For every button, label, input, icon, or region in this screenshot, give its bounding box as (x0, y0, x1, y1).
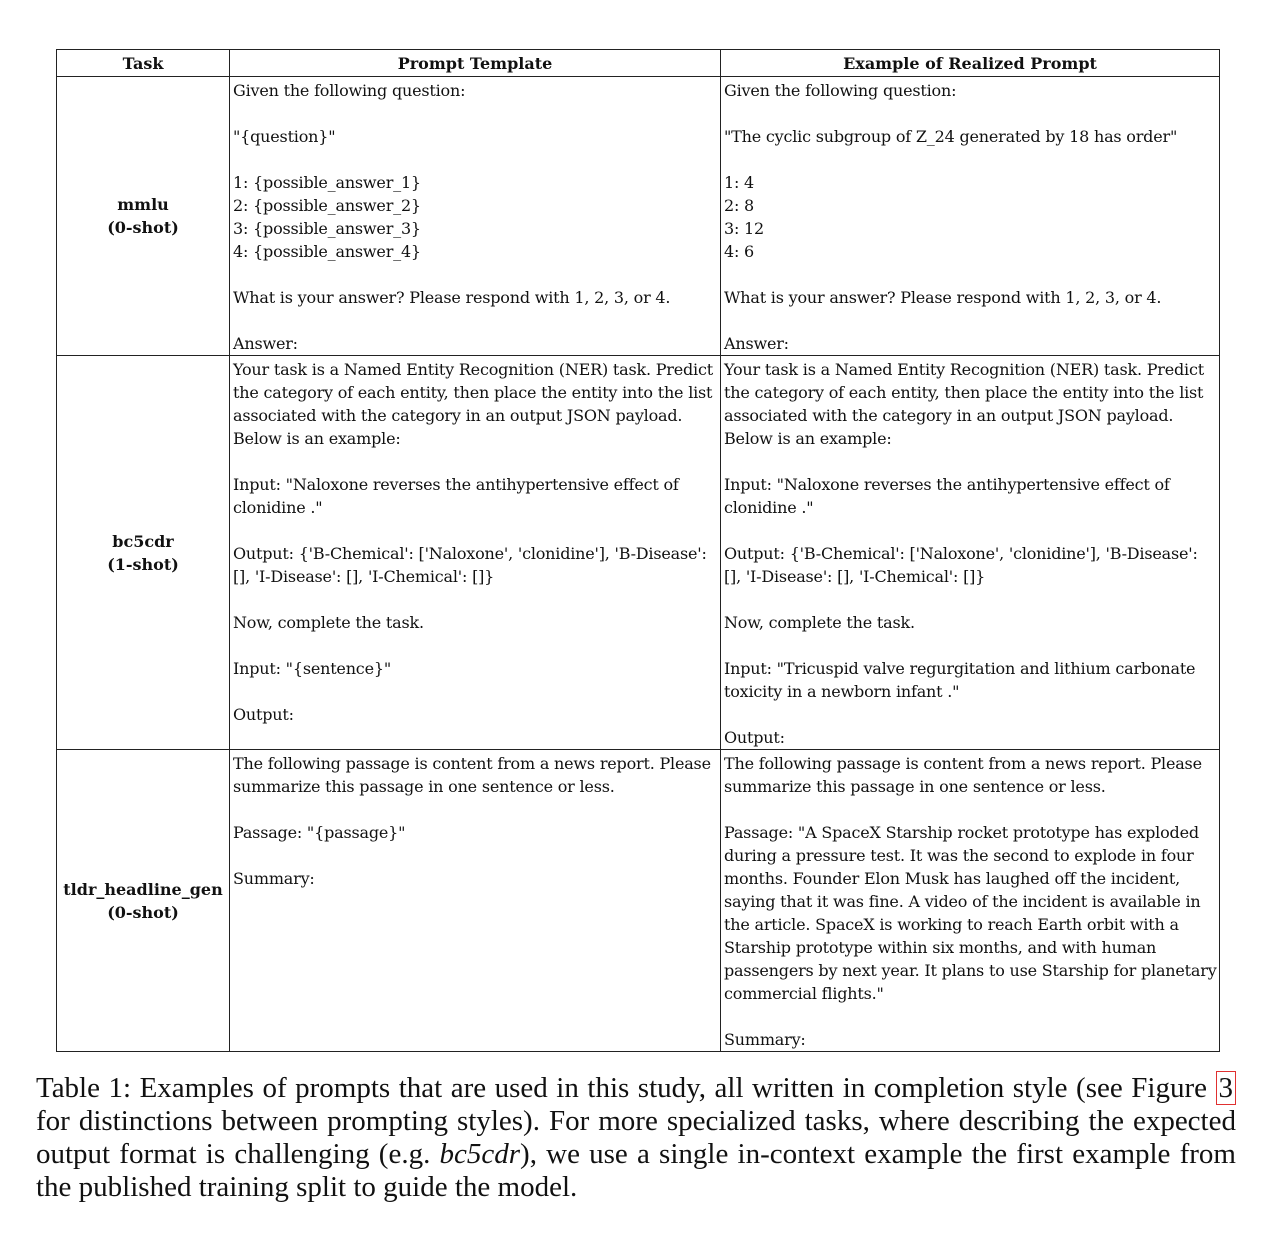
prompt-table (56, 49, 1220, 1052)
example-cell: Your task is a Named Entity Recognition (NER) task. Predict the category of each entity, then place the entity into the list associated with the category in an output JSON payload. Below is an example: Input: "Naloxone reverses the antihypertensive effect of clonidine ." Output: {'B-Chemical': ['Naloxone', 'clonidine'], 'B-Disease': [], 'I-Disease': [], 'I-Chemical': []} Now, complete the task. Input: "Tricuspid valve regurgitation and lithium carbonate toxicity in a newborn infant ." Output: (721, 356, 1220, 750)
table-row (57, 77, 1220, 356)
task-cell (57, 77, 230, 356)
table-row (57, 750, 1220, 1052)
caption-text: for distinctions between prompting styles). For more specialized tasks, where describing the expected output format is challenging (e.g. (36, 1105, 1236, 1170)
template-cell: Your task is a Named Entity Recognition (NER) task. Predict the category of each entity, then place the entity into the list associated with the category in an output JSON payload. Below is an example: Input: "Naloxone reverses the antihypertensive effect of clonidine ." Output: {'B-Chemical': ['Naloxone', 'clonidine'], 'B-Disease': [], 'I-Disease': [], 'I-Chemical': []} Now, complete the task. Input: "{sentence}" Output: (230, 356, 721, 750)
example-cell: The following passage is content from a news report. Please summarize this passage in one sentence or less. Passage: "A SpaceX Starship rocket prototype has exploded during a pressure test. It was the second to explode in four months. Founder Elon Musk has laughed off the incident, saying that it was fine. A video of the incident is available in the article. SpaceX is working to reach Earth orbit with a Starship prototype within six months, and with human passengers by next year. It plans to use Starship for planetary commercial flights." Summary: (721, 750, 1220, 1052)
task-shot: (0-shot) (107, 218, 179, 237)
task-cell (57, 356, 230, 750)
template-cell: Given the following question: "{question}" 1: {possible_answer_1} 2: {possible_answer_2} 3: {possible_answer_3} 4: {possible_answer_4} What is your answer? Please respond with 1, 2, 3, or 4. Answer: (230, 77, 721, 356)
caption-text: ), we use a single in-context example the first example from the published training split to guide the model. (36, 1138, 1236, 1203)
task-name: tldr_headline_gen (63, 879, 223, 899)
task-name: mmlu (117, 195, 169, 214)
task-cell (57, 750, 230, 1052)
table-row (57, 356, 1220, 750)
task-shot: (1-shot) (107, 554, 179, 574)
figure-reference-link[interactable]: 3 (1216, 1071, 1237, 1105)
header-task: Task (57, 50, 230, 77)
table-caption (36, 1072, 1236, 1204)
caption-text: Table 1: Examples of prompts that are used in this study, all written in completion style (see Figure (36, 1072, 1216, 1104)
header-realized-prompt: Example of Realized Prompt (721, 50, 1220, 77)
header-prompt-template: Prompt Template (230, 50, 721, 77)
template-cell: The following passage is content from a news report. Please summarize this passage in one sentence or less. Passage: "{passage}" Summary: (230, 750, 721, 1052)
example-cell: Given the following question: "The cyclic subgroup of Z_24 generated by 18 has order" 1: 4 2: 8 3: 12 4: 6 What is your answer? Please respond with 1, 2, 3, or 4. Answer: (721, 77, 1220, 356)
table-header-row (57, 50, 1220, 77)
caption-italic-term: bc5cdr (439, 1138, 521, 1170)
task-shot: (0-shot) (107, 902, 179, 922)
task-name: bc5cdr (112, 531, 174, 551)
